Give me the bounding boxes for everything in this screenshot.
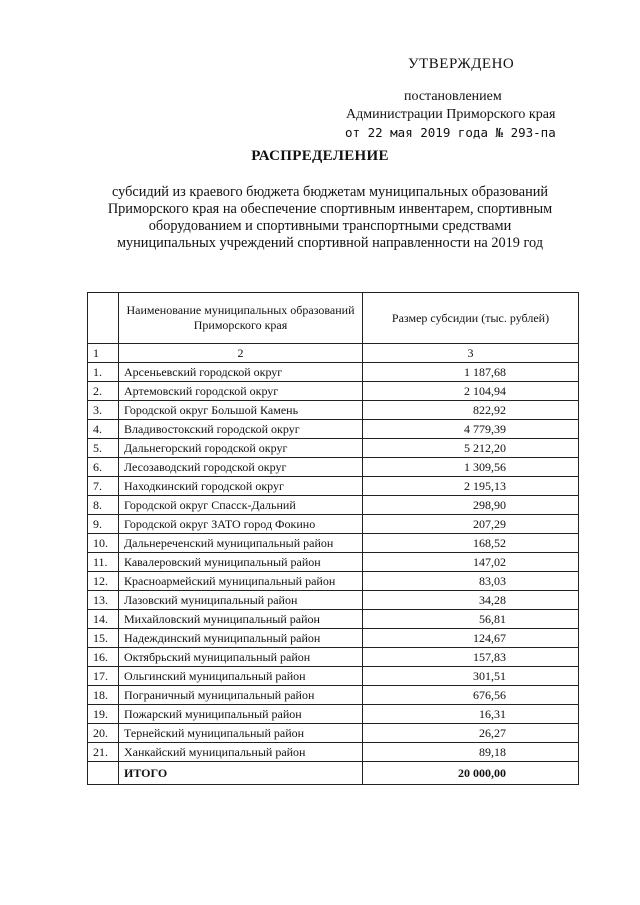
header-subsidy-amount: Размер субсидии (тыс. рублей) — [363, 293, 579, 344]
municipality-name: Лазовский муниципальный район — [119, 591, 363, 610]
subsidy-value: 16,31 — [363, 705, 579, 724]
table-row — [88, 458, 579, 477]
subtitle-line: оборудованием и спортивными транспортными средствами — [148, 218, 512, 234]
municipality-name: Городской округ Спасск-Дальний — [119, 496, 363, 515]
table-row — [88, 496, 579, 515]
municipality-name: Михайловский муниципальный район — [119, 610, 363, 629]
approved-stamp: УТВЕРЖДЕНО — [408, 56, 515, 72]
table-row — [88, 553, 579, 572]
document-subtitle — [60, 184, 600, 252]
subsidy-value: 4 779,39 — [363, 420, 579, 439]
table-row — [88, 534, 579, 553]
table-row — [88, 439, 579, 458]
municipality-name: Тернейский муниципальный район — [119, 724, 363, 743]
row-number: 5. — [88, 439, 119, 458]
row-number: 4. — [88, 420, 119, 439]
subsidy-value: 1 309,56 — [363, 458, 579, 477]
row-number: 15. — [88, 629, 119, 648]
municipality-name: Лесозаводский городской округ — [119, 458, 363, 477]
total-value: 20 000,00 — [363, 762, 579, 785]
total-empty-cell — [88, 762, 119, 785]
subsidy-value: 147,02 — [363, 553, 579, 572]
municipality-name: Надеждинский муниципальный район — [119, 629, 363, 648]
table-row — [88, 705, 579, 724]
municipality-name: Дальнереченский муниципальный район — [119, 534, 363, 553]
table-row — [88, 648, 579, 667]
municipality-name: Городской округ Большой Камень — [119, 401, 363, 420]
row-number: 11. — [88, 553, 119, 572]
row-number: 14. — [88, 610, 119, 629]
row-number: 19. — [88, 705, 119, 724]
subsidy-value: 676,56 — [363, 686, 579, 705]
table-row — [88, 743, 579, 762]
subsidy-value: 168,52 — [363, 534, 579, 553]
municipality-name: Ханкайский муниципальный район — [119, 743, 363, 762]
subsidy-value: 56,81 — [363, 610, 579, 629]
subsidy-value: 2 195,13 — [363, 477, 579, 496]
table-row — [88, 629, 579, 648]
table-row — [88, 477, 579, 496]
municipality-name: Ольгинский муниципальный район — [119, 667, 363, 686]
subsidy-value: 89,18 — [363, 743, 579, 762]
subsidy-value: 34,28 — [363, 591, 579, 610]
decree-line-2: Администрации Приморского края — [346, 107, 556, 122]
table-row — [88, 420, 579, 439]
decree-date-number: от 22 мая 2019 года № 293-па — [345, 125, 556, 140]
subtitle-line: субсидий из краевого бюджета бюджетам муниципальных образований — [111, 184, 549, 200]
subsidy-table — [87, 292, 579, 785]
municipality-name: Пожарский муниципальный район — [119, 705, 363, 724]
column-number: 3 — [363, 344, 579, 363]
subsidy-value: 298,90 — [363, 496, 579, 515]
table-row — [88, 401, 579, 420]
row-number: 16. — [88, 648, 119, 667]
total-row — [88, 762, 579, 785]
table-row — [88, 667, 579, 686]
total-label: ИТОГО — [119, 762, 363, 785]
subsidy-value: 1 187,68 — [363, 363, 579, 382]
row-number: 8. — [88, 496, 119, 515]
table-row — [88, 610, 579, 629]
row-number: 18. — [88, 686, 119, 705]
municipality-name: Городской округ ЗАТО город Фокино — [119, 515, 363, 534]
subsidy-value: 26,27 — [363, 724, 579, 743]
subsidy-value: 124,67 — [363, 629, 579, 648]
row-number: 10. — [88, 534, 119, 553]
subtitle-line: муниципальных учреждений спортивной направленности на 2019 год — [116, 235, 544, 251]
subsidy-value: 83,03 — [363, 572, 579, 591]
municipality-name: Арсеньевский городской округ — [119, 363, 363, 382]
table-row — [88, 382, 579, 401]
row-number: 3. — [88, 401, 119, 420]
municipality-name: Пограничный муниципальный район — [119, 686, 363, 705]
row-number: 9. — [88, 515, 119, 534]
subsidy-value: 2 104,94 — [363, 382, 579, 401]
row-number: 12. — [88, 572, 119, 591]
subtitle-line: Приморского края на обеспечение спортивным инвентарем, спортивным — [107, 201, 553, 217]
header-municipality: Наименование муниципальных образований Приморского края — [119, 293, 363, 344]
municipality-name: Кавалеровский муниципальный район — [119, 553, 363, 572]
header-number — [88, 293, 119, 344]
municipality-name: Находкинский городской округ — [119, 477, 363, 496]
column-number: 2 — [119, 344, 363, 363]
row-number: 13. — [88, 591, 119, 610]
municipality-name: Артемовский городской округ — [119, 382, 363, 401]
municipality-name: Красноармейский муниципальный район — [119, 572, 363, 591]
row-number: 21. — [88, 743, 119, 762]
subsidy-value: 822,92 — [363, 401, 579, 420]
row-number: 20. — [88, 724, 119, 743]
table-row — [88, 363, 579, 382]
row-number: 17. — [88, 667, 119, 686]
municipality-name: Октябрьский муниципальный район — [119, 648, 363, 667]
table-row — [88, 686, 579, 705]
table-row — [88, 515, 579, 534]
decree-line-1: постановлением — [404, 89, 502, 104]
subsidy-value: 301,51 — [363, 667, 579, 686]
row-number: 7. — [88, 477, 119, 496]
table-header-row — [88, 293, 579, 344]
municipality-name: Дальнегорский городской округ — [119, 439, 363, 458]
subsidy-value: 207,29 — [363, 515, 579, 534]
column-number-row — [88, 344, 579, 363]
row-number: 2. — [88, 382, 119, 401]
row-number: 6. — [88, 458, 119, 477]
municipality-name: Владивостокский городской округ — [119, 420, 363, 439]
table-row — [88, 572, 579, 591]
subsidy-value: 5 212,20 — [363, 439, 579, 458]
table-row — [88, 591, 579, 610]
table-row — [88, 724, 579, 743]
document-title: РАСПРЕДЕЛЕНИЕ — [251, 148, 389, 164]
subsidy-value: 157,83 — [363, 648, 579, 667]
column-number: 1 — [88, 344, 119, 363]
row-number: 1. — [88, 363, 119, 382]
